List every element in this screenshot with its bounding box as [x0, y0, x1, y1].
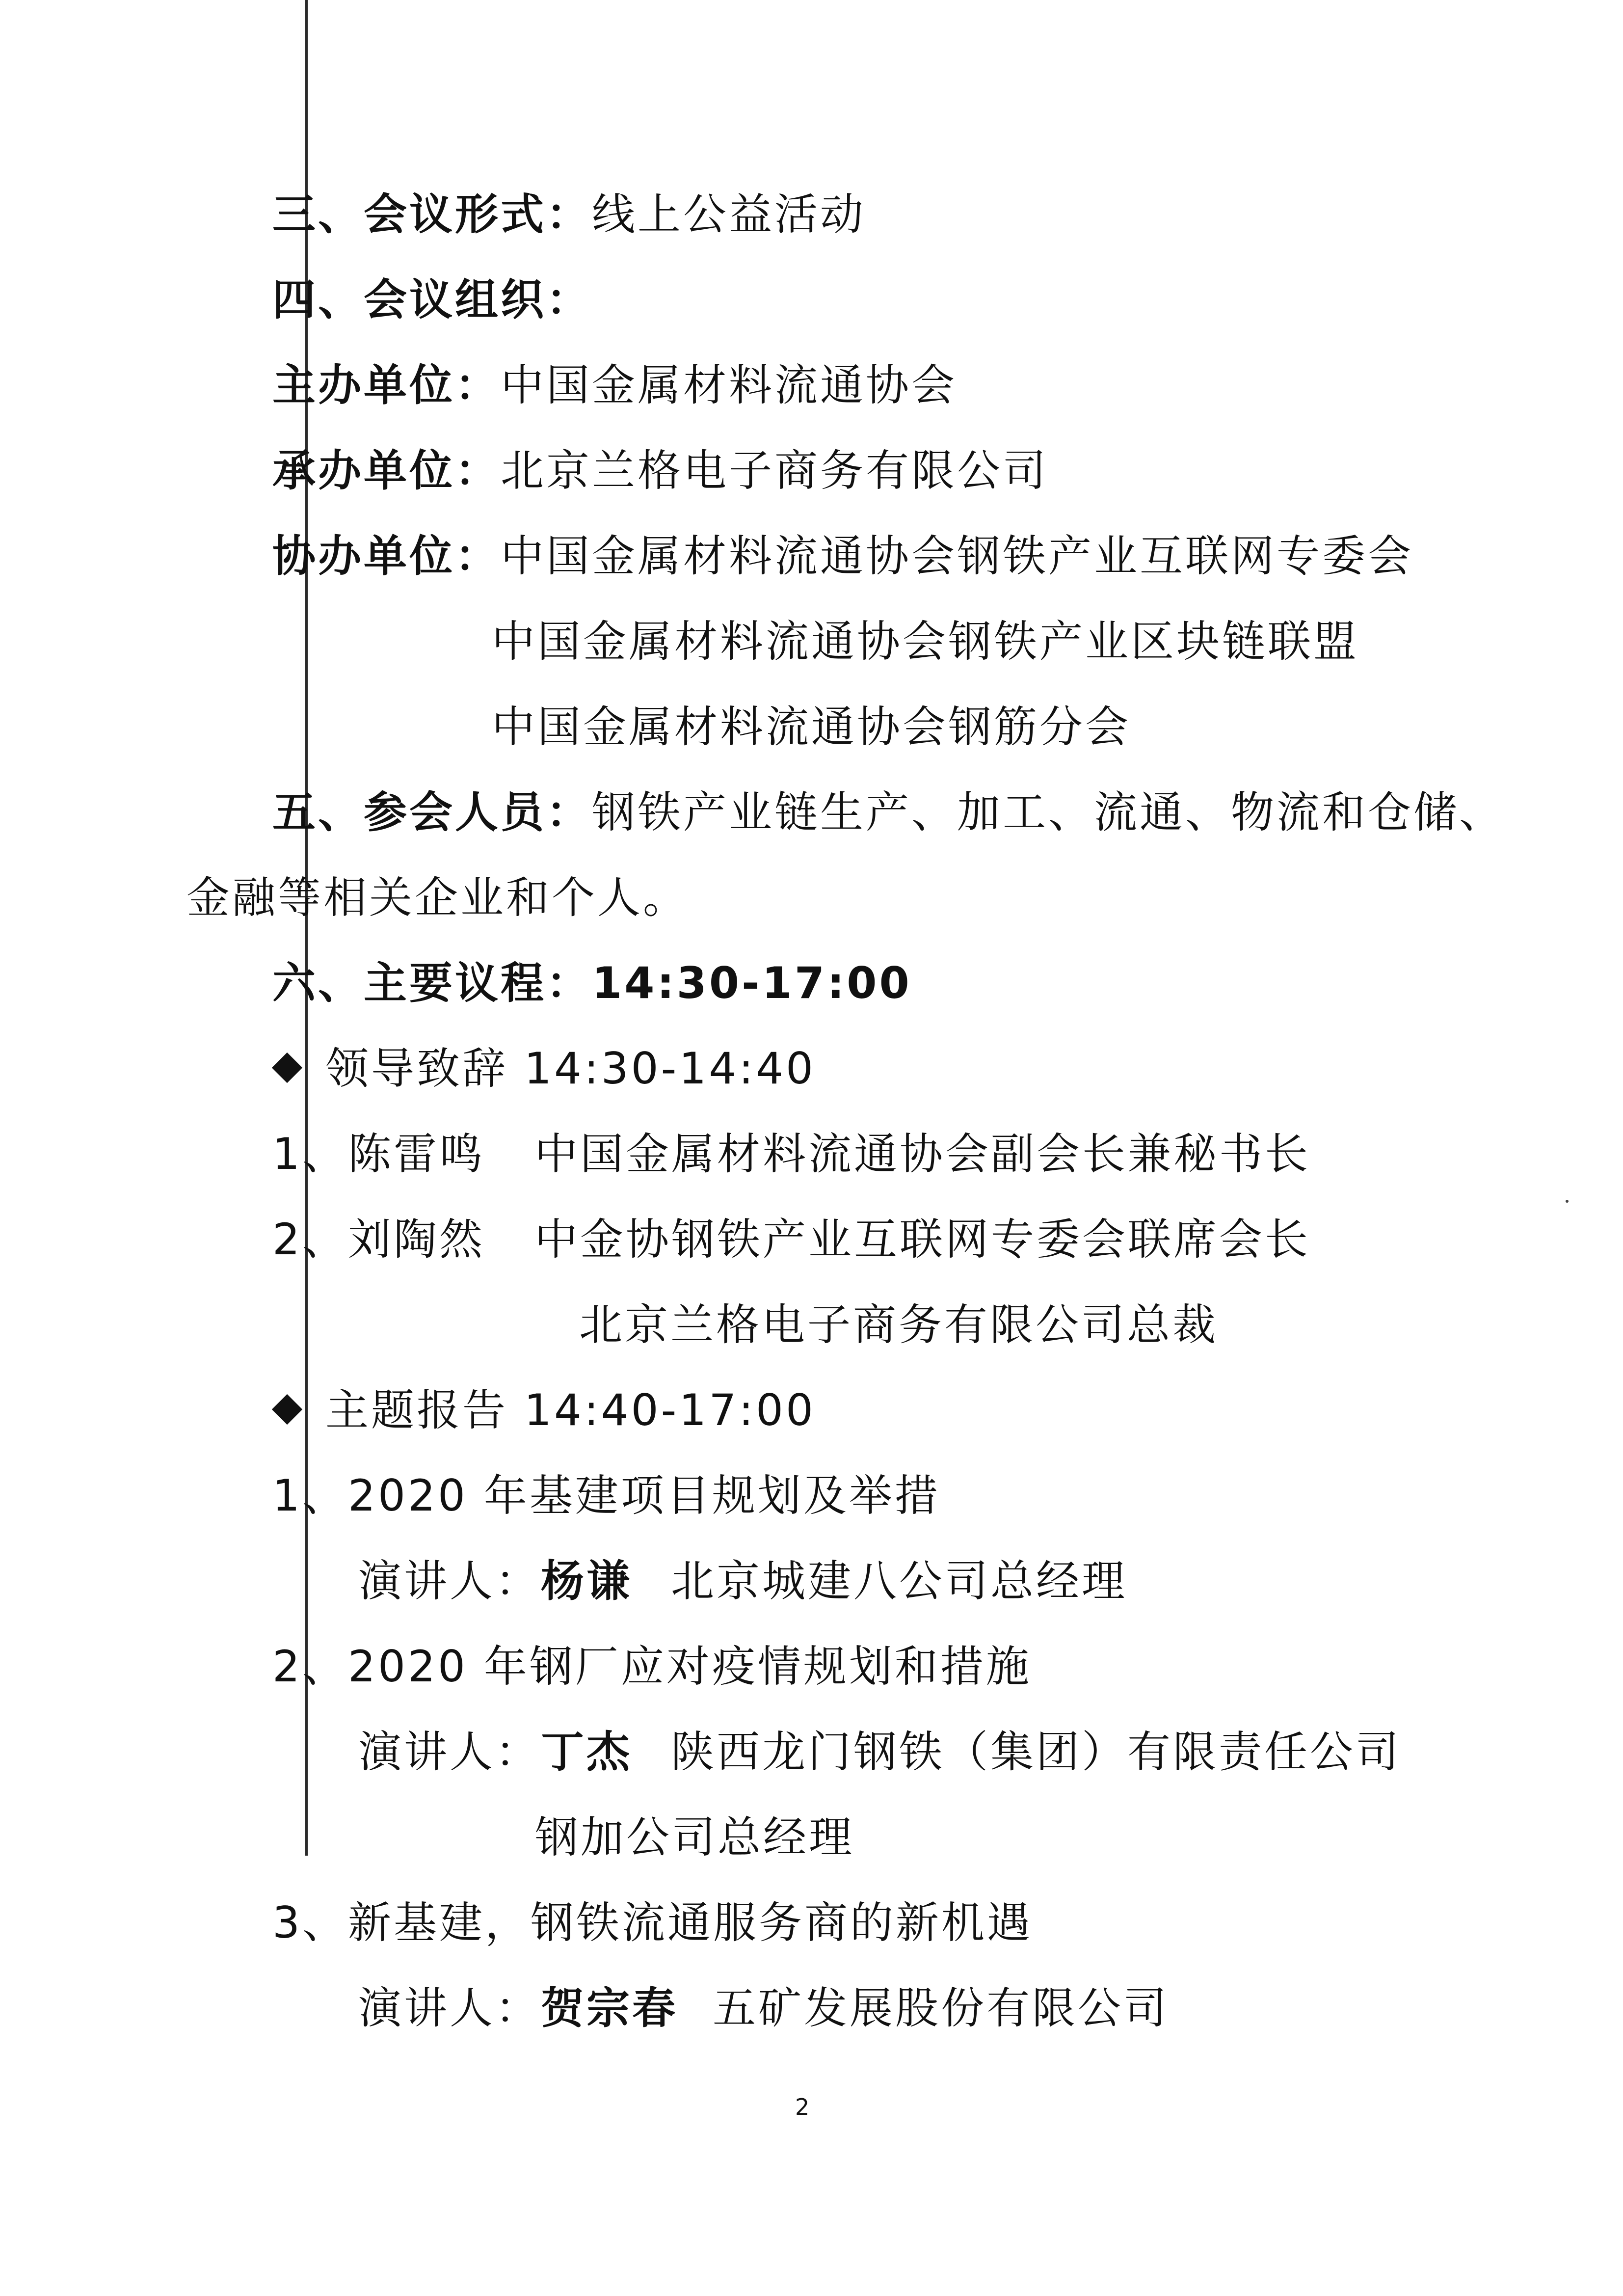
speaker-name: 贺宗春 [541, 1983, 678, 2033]
host-line [272, 358, 957, 412]
leader-item-1 [272, 1127, 1310, 1181]
meeting-format-label: 三、会议形式： [272, 189, 592, 240]
coorganizer-line [272, 529, 1413, 583]
speaker-name: 杨谦 [541, 1556, 633, 1606]
leaders-heading [272, 1042, 816, 1096]
diamond-bullet-icon [272, 1394, 302, 1425]
leaders-heading-text: 领导致辞 14:30-14:40 [325, 1043, 816, 1094]
coorganizer-value-2: 中国金属材料流通协会钢铁产业区块链联盟 [492, 616, 1359, 667]
reports-heading-text: 主题报告 14:40-17:00 [325, 1385, 816, 1435]
organizer-value: 北京兰格电子商务有限公司 [501, 445, 1049, 496]
attendees-label: 五、参会人员： [272, 787, 592, 837]
meeting-format-line [272, 188, 866, 242]
report-speaker-3 [358, 1981, 1169, 2035]
coorganizer-label: 协办单位： [272, 531, 501, 581]
report-num: 1、 [272, 1470, 348, 1521]
organizer-line [272, 444, 1048, 498]
host-value: 中国金属材料流通协会 [501, 360, 958, 410]
host-label: 主办单位： [272, 360, 501, 410]
report-topic-1 [272, 1469, 940, 1523]
coorganizer-value-3: 中国金属材料流通协会钢筋分会 [492, 702, 1131, 752]
leader-num: 1、 [272, 1129, 348, 1179]
leader-title-2: 北京兰格电子商务有限公司总裁 [579, 1299, 1219, 1350]
leader-name: 刘陶然 [348, 1214, 485, 1265]
report-speaker-2 [358, 1725, 1401, 1779]
leader-name: 陈雷鸣 [348, 1129, 485, 1179]
speaker-org: 五矿发展股份有限公司 [713, 1983, 1170, 2033]
meeting-format-value: 线上公益活动 [592, 189, 866, 240]
attendees-value: 钢铁产业链生产、加工、流通、物流和仓储、 [592, 787, 1505, 837]
speaker-org: 北京城建八公司总经理 [671, 1556, 1128, 1606]
report-topic: 新基建，钢铁流通服务商的新机遇 [348, 1897, 1033, 1948]
leader-title: 中金协钢铁产业互联网专委会联席会长 [534, 1214, 1311, 1265]
attendees-value-continued: 金融等相关企业和个人。 [186, 872, 689, 923]
report-topic-3 [272, 1896, 1033, 1950]
speaker-org: 陕西龙门钢铁（集团）有限责任公司 [671, 1727, 1402, 1777]
diamond-bullet-icon [272, 1053, 302, 1083]
attendees-line [272, 785, 1505, 839]
report-topic: 2020 年钢厂应对疫情规划和措施 [348, 1641, 1032, 1692]
speaker-label: 演讲人： [358, 1556, 541, 1606]
scan-speck [1566, 1200, 1569, 1203]
meeting-organization-heading: 四、会议组织： [272, 274, 592, 325]
speaker-name: 丁杰 [541, 1727, 633, 1777]
page-number: 2 [795, 2094, 810, 2120]
organizer-label: 承办单位： [272, 445, 501, 496]
speaker-label: 演讲人： [358, 1727, 541, 1777]
speaker-org-2: 钢加公司总经理 [535, 1812, 855, 1863]
report-topic: 2020 年基建项目规划及举措 [348, 1470, 940, 1521]
agenda-heading: 六、主要议程：14:30-17:00 [272, 958, 912, 1008]
coorganizer-value-1: 中国金属材料流通协会钢铁产业互联网专委会 [501, 531, 1414, 581]
reports-heading [272, 1383, 816, 1437]
report-topic-2 [272, 1640, 1032, 1694]
report-speaker-1 [358, 1554, 1127, 1608]
speaker-label: 演讲人： [358, 1983, 541, 2033]
report-num: 3、 [272, 1897, 348, 1948]
report-num: 2、 [272, 1641, 348, 1692]
leader-num: 2、 [272, 1214, 348, 1265]
leader-title: 中国金属材料流通协会副会长兼秘书长 [534, 1129, 1311, 1179]
leader-item-2 [272, 1213, 1310, 1267]
